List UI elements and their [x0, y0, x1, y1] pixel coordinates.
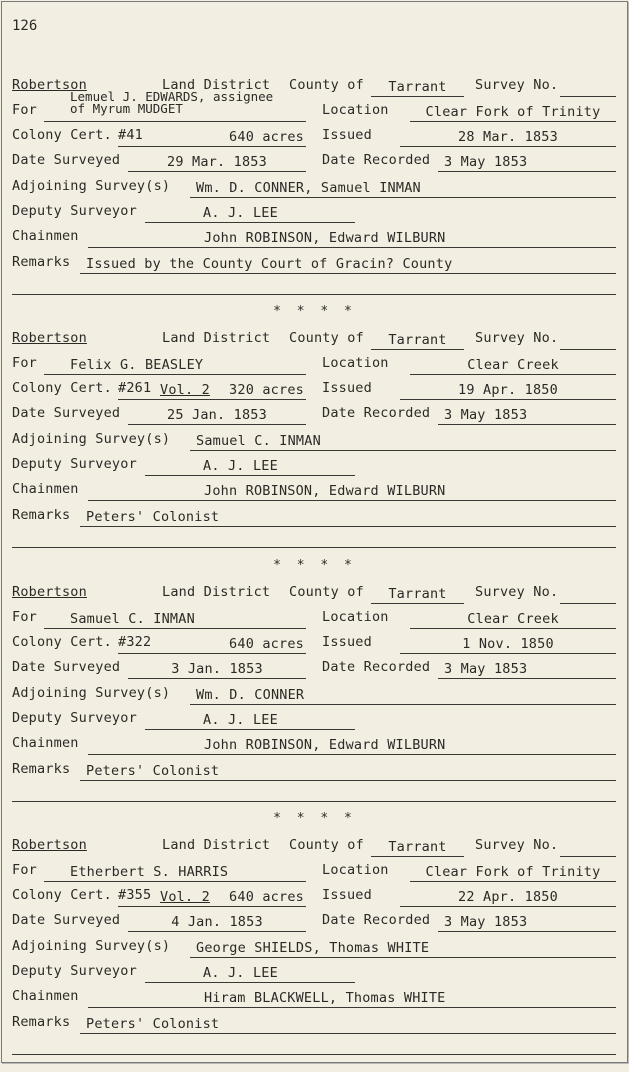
- date-surveyed-label: Date Surveyed: [12, 152, 121, 168]
- issued-label: Issued: [322, 127, 372, 143]
- survey-no-value-field: [560, 78, 616, 97]
- colony-cert-label: Colony Cert.: [12, 127, 112, 143]
- date-recorded-label: Date Recorded: [322, 659, 431, 675]
- location-value-field: [410, 356, 616, 375]
- deputy-row: [0, 203, 629, 228]
- location-value: Clear Creek: [467, 357, 559, 373]
- county-value: Tarrant: [388, 79, 447, 95]
- for-value: Samuel C. INMAN: [70, 611, 195, 627]
- for-field: [44, 89, 306, 122]
- adjoining-value-field: [190, 179, 616, 198]
- location-value: Clear Fork of Trinity: [425, 864, 601, 880]
- for-label: For: [12, 355, 37, 371]
- district-value: Robertson: [12, 330, 87, 346]
- issued-value-field: [400, 635, 616, 654]
- cert-volume: Vol. 2: [160, 382, 210, 398]
- date-surveyed-label: Date Surveyed: [12, 405, 121, 421]
- deputy-value-field: [145, 457, 355, 476]
- deputy-value: A. J. LEE: [203, 458, 278, 474]
- survey-record: [0, 584, 629, 819]
- for-label: For: [12, 102, 37, 118]
- county-value: Tarrant: [388, 332, 447, 348]
- cert-number: #261: [118, 380, 152, 396]
- county-of-label: County of: [289, 77, 364, 93]
- colony-cert-row: [0, 634, 629, 659]
- land-district-label: Land District: [162, 330, 271, 346]
- chainmen-value: John ROBINSON, Edward WILBURN: [204, 230, 446, 246]
- survey-record: [0, 837, 629, 1072]
- chainmen-value: John ROBINSON, Edward WILBURN: [204, 483, 446, 499]
- for-value: Felix G. BEASLEY: [70, 357, 204, 373]
- for-field: [44, 356, 306, 375]
- for-label: For: [12, 609, 37, 625]
- adjoining-label: Adjoining Survey(s): [12, 178, 171, 194]
- remarks-value-field: [80, 508, 616, 527]
- date-surveyed-value: 4 Jan. 1853: [171, 914, 263, 930]
- for-line1: Lemuel J. EDWARDS, assignee: [70, 89, 274, 104]
- location-label: Location: [322, 102, 389, 118]
- date-surveyed-row: [0, 152, 629, 177]
- date-recorded-value-field: [438, 660, 616, 679]
- adjoining-value-field: [190, 432, 616, 451]
- cert-acres: 640 acres: [229, 129, 304, 145]
- remarks-value: Peters' Colonist: [86, 763, 220, 779]
- adjoining-label: Adjoining Survey(s): [12, 431, 171, 447]
- deputy-label: Deputy Surveyor: [12, 456, 137, 472]
- cert-number: #355: [118, 887, 152, 903]
- adjoining-label: Adjoining Survey(s): [12, 685, 171, 701]
- chainmen-row: [0, 988, 629, 1013]
- chainmen-row: [0, 228, 629, 253]
- remarks-value-field: [80, 1015, 616, 1034]
- deputy-row: [0, 456, 629, 481]
- chainmen-value: John ROBINSON, Edward WILBURN: [204, 737, 446, 753]
- chainmen-value-field: [88, 736, 616, 755]
- for-line2: of Myrum MUDGET: [70, 101, 183, 116]
- chainmen-value: Hiram BLACKWELL, Thomas WHITE: [204, 990, 446, 1006]
- date-recorded-value: 3 May 1853: [444, 407, 528, 423]
- cert-field: [118, 635, 306, 654]
- date-recorded-value-field: [438, 153, 616, 172]
- cert-number: #41: [118, 127, 143, 143]
- chainmen-label: Chainmen: [12, 481, 79, 497]
- remarks-continuation-line: [12, 294, 616, 295]
- survey-no-value-field: [560, 838, 616, 857]
- chainmen-row: [0, 481, 629, 506]
- remarks-label: Remarks: [12, 761, 71, 777]
- colony-cert-label: Colony Cert.: [12, 634, 112, 650]
- for-row: [0, 609, 629, 634]
- remarks-continuation-line: [12, 1054, 616, 1055]
- for-row: [0, 355, 629, 380]
- date-surveyed-row: [0, 405, 629, 430]
- date-surveyed-label: Date Surveyed: [12, 912, 121, 928]
- date-surveyed-value-field: [128, 406, 306, 425]
- county-value-field: [371, 838, 464, 857]
- survey-no-label: Survey No.: [475, 330, 559, 346]
- remarks-value-field: [80, 255, 616, 274]
- land-district-label: Land District: [162, 837, 271, 853]
- colony-cert-row: [0, 887, 629, 912]
- remarks-row: [0, 507, 629, 532]
- date-surveyed-value: 3 Jan. 1853: [171, 661, 263, 677]
- survey-no-value-field: [560, 331, 616, 350]
- county-of-label: County of: [289, 837, 364, 853]
- county-of-label: County of: [289, 584, 364, 600]
- remarks-row: [0, 1014, 629, 1039]
- adjoining-value: Wm. D. CONNER, Samuel INMAN: [196, 180, 421, 196]
- county-of-label: County of: [289, 330, 364, 346]
- adjoining-row: [0, 431, 629, 456]
- survey-no-label: Survey No.: [475, 837, 559, 853]
- date-recorded-value: 3 May 1853: [444, 914, 528, 930]
- survey-no-label: Survey No.: [475, 584, 559, 600]
- chainmen-value-field: [88, 989, 616, 1008]
- date-surveyed-value-field: [128, 153, 306, 172]
- land-district-label: Land District: [162, 77, 271, 93]
- colony-cert-label: Colony Cert.: [12, 380, 112, 396]
- location-value-field: [410, 610, 616, 629]
- district-value: Robertson: [12, 77, 87, 93]
- location-label: Location: [322, 862, 389, 878]
- deputy-label: Deputy Surveyor: [12, 963, 137, 979]
- deputy-row: [0, 710, 629, 735]
- deputy-value-field: [145, 711, 355, 730]
- chainmen-value-field: [88, 482, 616, 501]
- adjoining-row: [0, 938, 629, 963]
- date-surveyed-row: [0, 912, 629, 937]
- record-separator: * * * *: [273, 558, 356, 573]
- cert-acres: 320 acres: [229, 382, 304, 398]
- colony-cert-row: [0, 127, 629, 152]
- date-recorded-label: Date Recorded: [322, 405, 431, 421]
- county-value-field: [371, 78, 464, 97]
- deputy-value-field: [145, 964, 355, 983]
- location-label: Location: [322, 609, 389, 625]
- date-surveyed-value: 25 Jan. 1853: [167, 407, 267, 423]
- record-separator: * * * *: [273, 811, 356, 826]
- colony-cert-row: [0, 380, 629, 405]
- district-value: Robertson: [12, 837, 87, 853]
- cert-field: [118, 888, 306, 907]
- for-label: For: [12, 862, 37, 878]
- adjoining-value: Wm. D. CONNER: [196, 687, 305, 703]
- adjoining-value: George SHIELDS, Thomas WHITE: [196, 940, 430, 956]
- issued-value: 28 Mar. 1853: [458, 129, 558, 145]
- land-district-label: Land District: [162, 584, 271, 600]
- chainmen-label: Chainmen: [12, 735, 79, 751]
- issued-label: Issued: [322, 380, 372, 396]
- remarks-row: [0, 761, 629, 786]
- for-row: [0, 862, 629, 887]
- district-row: [0, 837, 629, 862]
- adjoining-row: [0, 178, 629, 203]
- remarks-value: Peters' Colonist: [86, 1016, 220, 1032]
- remarks-label: Remarks: [12, 1014, 71, 1030]
- record-separator: * * * *: [273, 304, 356, 319]
- date-surveyed-value: 29 Mar. 1853: [167, 154, 267, 170]
- location-value: Clear Fork of Trinity: [425, 104, 601, 120]
- location-value: Clear Creek: [467, 611, 559, 627]
- date-surveyed-value-field: [128, 660, 306, 679]
- date-surveyed-row: [0, 659, 629, 684]
- issued-value-field: [400, 888, 616, 907]
- cert-number: #322: [118, 634, 152, 650]
- remarks-value-field: [80, 762, 616, 781]
- chainmen-row: [0, 735, 629, 760]
- page-number: 126: [12, 18, 38, 34]
- remarks-continuation-line: [12, 801, 616, 802]
- cert-acres: 640 acres: [229, 636, 304, 652]
- issued-value-field: [400, 128, 616, 147]
- date-recorded-label: Date Recorded: [322, 152, 431, 168]
- for-value: Etherbert S. HARRIS: [70, 864, 229, 880]
- survey-no-value-field: [560, 585, 616, 604]
- for-field: [44, 610, 306, 629]
- county-value: Tarrant: [388, 586, 447, 602]
- issued-label: Issued: [322, 887, 372, 903]
- date-surveyed-label: Date Surveyed: [12, 659, 121, 675]
- remarks-label: Remarks: [12, 254, 71, 270]
- deputy-label: Deputy Surveyor: [12, 710, 137, 726]
- issued-value: 19 Apr. 1850: [458, 382, 558, 398]
- deputy-value-field: [145, 204, 355, 223]
- district-row: [0, 330, 629, 355]
- remarks-value: Peters' Colonist: [86, 509, 220, 525]
- cert-field: [118, 381, 306, 400]
- chainmen-label: Chainmen: [12, 988, 79, 1004]
- date-recorded-value: 3 May 1853: [444, 154, 528, 170]
- survey-record: [0, 330, 629, 565]
- chainmen-label: Chainmen: [12, 228, 79, 244]
- remarks-continuation-line: [12, 547, 616, 548]
- issued-value-field: [400, 381, 616, 400]
- adjoining-value-field: [190, 939, 616, 958]
- location-value-field: [410, 103, 616, 122]
- deputy-value: A. J. LEE: [203, 965, 278, 981]
- adjoining-value-field: [190, 686, 616, 705]
- colony-cert-label: Colony Cert.: [12, 887, 112, 903]
- issued-label: Issued: [322, 634, 372, 650]
- deputy-label: Deputy Surveyor: [12, 203, 137, 219]
- adjoining-row: [0, 685, 629, 710]
- adjoining-label: Adjoining Survey(s): [12, 938, 171, 954]
- remarks-row: [0, 254, 629, 279]
- chainmen-value-field: [88, 229, 616, 248]
- date-recorded-value: 3 May 1853: [444, 661, 528, 677]
- adjoining-value: Samuel C. INMAN: [196, 433, 321, 449]
- remarks-value: Issued by the County Court of Gracin? County: [86, 256, 453, 272]
- for-row: [0, 89, 629, 127]
- date-recorded-label: Date Recorded: [322, 912, 431, 928]
- remarks-label: Remarks: [12, 507, 71, 523]
- deputy-value: A. J. LEE: [203, 205, 278, 221]
- for-field: [44, 863, 306, 882]
- district-value: Robertson: [12, 584, 87, 600]
- deputy-value: A. J. LEE: [203, 712, 278, 728]
- survey-no-label: Survey No.: [475, 77, 559, 93]
- cert-acres: 640 acres: [229, 889, 304, 905]
- location-label: Location: [322, 355, 389, 371]
- cert-field: [118, 128, 306, 147]
- issued-value: 1 Nov. 1850: [462, 636, 554, 652]
- issued-value: 22 Apr. 1850: [458, 889, 558, 905]
- location-value-field: [410, 863, 616, 882]
- survey-record: [0, 77, 629, 312]
- county-value: Tarrant: [388, 839, 447, 855]
- for-stack: [70, 91, 306, 115]
- county-value-field: [371, 585, 464, 604]
- cert-volume: Vol. 2: [160, 889, 210, 905]
- date-recorded-value-field: [438, 913, 616, 932]
- date-surveyed-value-field: [128, 913, 306, 932]
- deputy-row: [0, 963, 629, 988]
- district-row: [0, 584, 629, 609]
- date-recorded-value-field: [438, 406, 616, 425]
- county-value-field: [371, 331, 464, 350]
